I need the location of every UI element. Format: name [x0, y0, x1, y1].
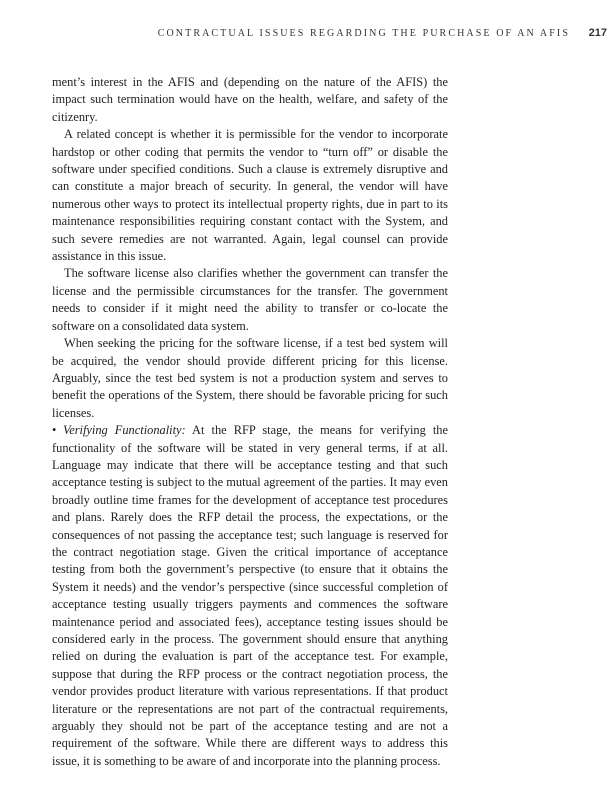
running-header [0, 28, 613, 44]
page-number: 217 [588, 27, 607, 39]
bullet-text: At the RFP stage, the means for verifying the functionality of the software will be stated in very general terms, if at all. Language may indicate that there will be acceptance testing and that such acceptance testing is subject to the mutual agreement of the parties. It may even broadly outline time frames for the development of acceptance test procedures and plans. Rarely does the RFP detail the process, the expectations, or the consequences of not passing the acceptance test; such language is reserved for the contract negotiation stage. Given the critical importance of acceptance testing from both the government’s perspective (to ensure that it obtains the System it needs) and the vendor’s perspective (since successful completion of acceptance testing usually triggers payments and commences the software maintenance period and associated fees), acceptance testing issues should be considered early in the process. The government should ensure that anything relied on during the evaluation is part of the acceptance test. For example, suppose that during the RFP process or the contract negotiation process, the vendor provides product literature with various representations. If that product literature or the representations are not part of the contractual requirements, arguably they should not be part of the acceptance testing and are not a requirement of the software. While there are different ways to address this issue, it is something to be aware of and incorporate into the planning process. [52, 423, 448, 768]
paragraph: ment’s interest in the AFIS and (depending on the nature of the AFIS) the impact such termination would have on the health, welfare, and safety of the citizenry. [52, 75, 448, 124]
paragraph: A related concept is whether it is permissible for the vendor to incorporate hardstop or other coding that permits the vendor to “turn off” or disable the software under specified conditions. Such a clause is extremely disruptive and can constitute a major breach of security. In general, the vendor will have numerous other ways to protect its intellectual property rights, due in part to its maintenance responsibilities requiring constant contact with the System, and such severe remedies are not warranted. Again, legal counsel can provide assistance in this issue. [52, 127, 448, 264]
bullet-icon: • [52, 423, 57, 438]
body-text [52, 74, 448, 770]
bullet-label: Verifying Functionality: [63, 423, 186, 438]
bullet-item [52, 422, 448, 770]
paragraph: When seeking the pricing for the software license, if a test bed system will be acquired, the vendor should provide different pricing for this license. Arguably, since the test bed system is not a production system and serves to benefit the operations of the System, there should be favorable pricing for such licenses. [52, 336, 448, 420]
running-header-title: CONTRACTUAL ISSUES REGARDING THE PURCHASE OF AN AFIS [157, 28, 570, 39]
paragraph: The software license also clarifies whether the government can transfer the license and the permissible circumstances for the transfer. The government needs to consider if it might need the ability to transfer or co-locate the software on a consolidated data system. [52, 266, 448, 333]
